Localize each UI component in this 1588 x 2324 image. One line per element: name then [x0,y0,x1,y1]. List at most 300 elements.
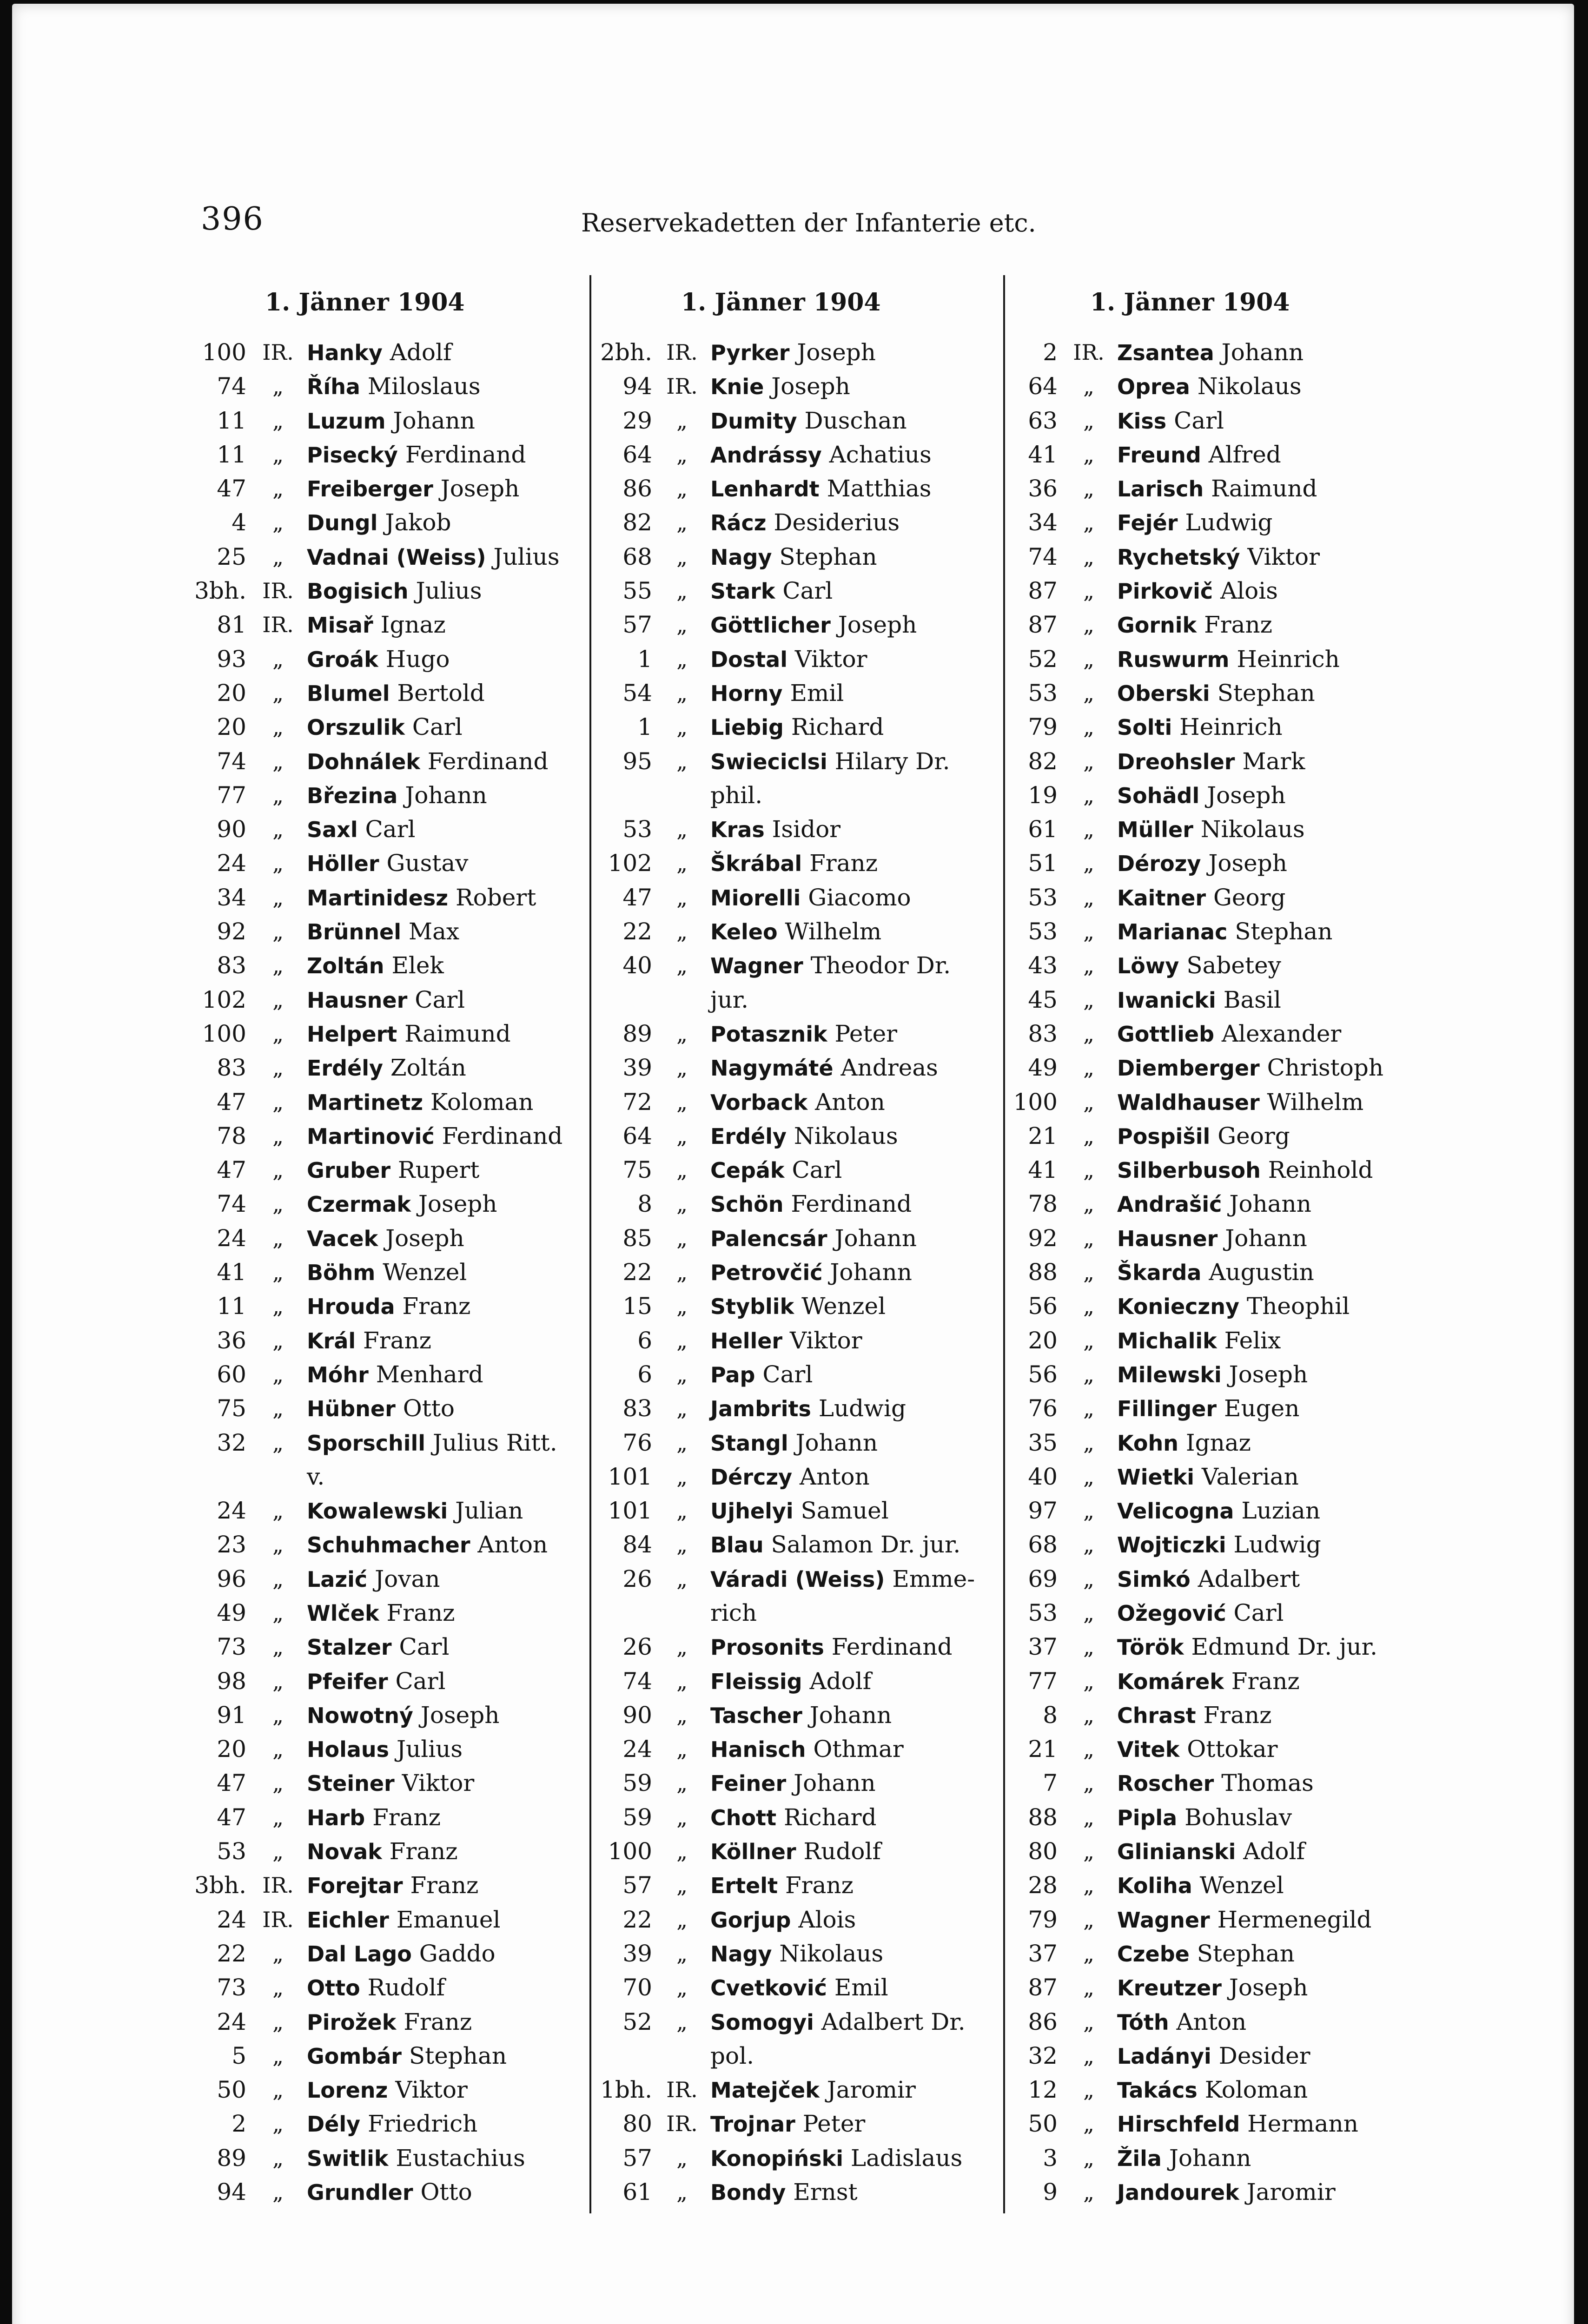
surname: Říha [307,374,360,400]
roster-entry [1011,1392,1429,1426]
roster-entry [597,540,997,574]
given-name: Adolf [809,1667,872,1695]
cadet-name [1117,2107,1358,2141]
given-name: Raimund [404,1020,511,1047]
entry-list [195,336,581,2209]
regiment-number: 87 [1028,611,1058,639]
roster-entry [195,1732,581,1766]
given-name: Gustav [386,850,469,877]
regiment-number: 22 [622,1906,652,1933]
surname: Martinetz [307,1089,423,1115]
given-name: jur. [710,986,749,1013]
surname: Matejček [710,2078,820,2103]
regiment-number: 3 [1043,2144,1058,2172]
unit-abbreviation: „ [272,1941,284,1966]
surname: Nagy [710,1941,772,1967]
cadet-name [307,779,487,813]
regiment-number: 22 [217,1940,246,1967]
given-name: Carl [1233,1599,1284,1626]
given-name: Luzian [1241,1497,1321,1525]
unit-abbreviation: „ [1083,1498,1094,1524]
cadet-name [307,540,560,574]
roster-entry [1011,983,1429,1017]
roster-entry [1011,676,1429,710]
unit-abbreviation: „ [676,1532,688,1558]
cadet-name [307,472,519,506]
regiment-number: 40 [622,952,652,979]
roster-entry [597,1153,997,1187]
cadet-name [1117,1971,1308,2005]
given-name: Viktor [794,645,867,673]
surname: Eichler [307,1907,389,1933]
regiment-number: 86 [1028,2008,1058,2035]
surname: Kohn [1117,1430,1178,1456]
cadet-name [1117,1017,1341,1051]
regiment-number: 77 [217,781,246,809]
unit-abbreviation: „ [1083,1668,1094,1694]
roster-entry [597,710,997,744]
regiment-number: 86 [622,475,652,502]
surname: Škarda [1117,1260,1202,1286]
surname: Kiss [1117,408,1167,434]
given-name: v. [307,1463,325,1490]
given-name: Otto [420,2179,472,2206]
cadet-name [307,949,444,983]
unit-abbreviation: „ [1083,544,1094,569]
given-name: Carl [1174,407,1224,434]
roster-entry [1011,1289,1429,1323]
surname: Solti [1117,715,1172,740]
regiment-number: 9 [1043,2179,1058,2206]
roster-entry [195,1664,581,1698]
unit-abbreviation: „ [676,1225,688,1251]
surname: Konopiński [710,2146,843,2171]
surname: Göttlicher [710,613,831,638]
roster-entry [597,1903,997,1937]
roster-entry [1011,1732,1429,1766]
regiment-number: 76 [1028,1395,1058,1422]
unit-abbreviation: „ [1083,953,1094,978]
regiment-number: 52 [1028,645,1058,673]
unit-abbreviation: „ [1083,1907,1094,1932]
given-name: Joseph [797,339,876,366]
cadet-name [307,1835,458,1869]
unit-abbreviation: IR. [262,340,294,365]
regiment-number: 43 [1028,952,1058,979]
unit-abbreviation: „ [1083,1600,1094,1625]
given-name: Nikolaus [1200,816,1305,843]
given-name: Jaromir [827,2076,916,2104]
cadet-name [307,2073,468,2107]
cadet-name [307,574,482,608]
given-name: Gaddo [419,1940,496,1967]
roster-entry [1011,642,1429,676]
unit-abbreviation: „ [1083,1941,1094,1966]
unit-abbreviation: „ [1083,1055,1094,1081]
roster-entry [597,1562,997,1596]
regiment-number: 79 [1028,1906,1058,1933]
surname: Ladányi [1117,2043,1211,2069]
unit-abbreviation: „ [272,1839,284,1864]
cadet-name [1117,1630,1377,1664]
roster-entry [1011,1868,1429,1902]
given-name: Hermann [1247,2110,1358,2138]
given-name: Salamon Dr. jur. [771,1531,961,1558]
given-name: Ludwig [1233,1531,1321,1558]
cadet-name [710,1494,889,1528]
cadet-name [710,745,950,779]
regiment-number: 101 [608,1463,652,1490]
roster-entry [597,1664,997,1698]
cadet-name [1117,540,1320,574]
regiment-number: 83 [1028,1020,1058,1047]
surname: Koliha [1117,1873,1192,1899]
roster-entry [1011,2039,1429,2073]
cadet-name [710,1971,888,2005]
given-name: Joseph [838,611,917,639]
roster-entry [195,642,581,676]
surname: Vadnai (Weiss) [307,544,486,570]
regiment-number: 1 [637,713,652,741]
given-name: Hermenegild [1217,1906,1372,1933]
regiment-number: 26 [622,1633,652,1661]
roster-entry [1011,608,1429,642]
roster-entry [1011,2107,1429,2141]
unit-abbreviation: „ [1083,1770,1094,1796]
regiment-number: 64 [622,441,652,468]
regiment-number: 4 [232,509,246,536]
given-name: Wilhelm [785,918,882,945]
surname: Vitek [1117,1737,1180,1763]
given-name: Nikolaus [1197,373,1302,400]
cadet-name [307,1085,534,1120]
given-name: Joseph [440,475,520,502]
surname: Michalik [1117,1328,1217,1353]
given-name: Carl [415,986,465,1013]
surname: Gottlieb [1117,1021,1214,1047]
cadet-name [710,438,932,472]
regiment-number: 20 [217,1736,246,1763]
regiment-number: 34 [217,884,246,911]
cadet-name [710,1289,886,1324]
given-name: Wenzel [1199,1872,1284,1899]
surname: Hanky [307,340,383,365]
cadet-name [710,846,878,881]
given-name: Giacomo [808,884,911,911]
regiment-number: 95 [622,747,652,775]
regiment-number: 74 [1028,543,1058,570]
unit-abbreviation: „ [272,748,284,774]
surname: Silberbusoh [1117,1158,1261,1183]
unit-abbreviation: „ [272,1294,284,1319]
given-name: Rudolf [803,1838,881,1865]
given-name: Eustachius [396,2144,525,2172]
regiment-number: 53 [1028,884,1058,911]
given-name: Franz [809,850,878,877]
cadet-name [307,1358,483,1392]
surname: Liebig [710,715,784,740]
given-name: Joseph [1229,1974,1308,2001]
regiment-number: 32 [217,1429,246,1456]
given-name: Ottokar [1187,1736,1278,1763]
given-name: Adolf [390,339,452,366]
regiment-number: 61 [622,2179,652,2206]
unit-abbreviation: „ [676,1907,688,1932]
given-name: Franz [372,1803,441,1831]
unit-abbreviation: „ [272,817,284,842]
regiment-number: 93 [217,645,246,673]
roster-entry [597,676,997,710]
roster-entry [195,1221,581,1255]
unit-abbreviation: IR. [262,1873,294,1898]
surname: Vacek [307,1226,378,1251]
cadet-name [710,1630,952,1664]
surname: Dungl [307,510,378,536]
cadet-name [1117,1255,1314,1290]
surname: Komárek [1117,1669,1224,1694]
unit-abbreviation: „ [1083,510,1094,535]
surname: Vorback [710,1089,808,1115]
unit-abbreviation: „ [272,851,284,876]
unit-abbreviation: „ [272,1975,284,2000]
roster-entry [1011,1937,1429,1971]
surname: Blumel [307,680,390,706]
given-name: Heinrich [1179,713,1283,741]
cadet-name [1117,574,1278,608]
given-name: Johann [1229,1190,1311,1218]
unit-abbreviation: „ [1083,2179,1094,2205]
cadet-name [1117,983,1281,1017]
surname: Móhr [307,1362,369,1387]
given-name: Ignaz [1185,1429,1251,1456]
surname: Kaitner [1117,885,1206,911]
cadet-name [1117,1801,1292,1835]
regiment-number: 68 [1028,1531,1058,1558]
unit-abbreviation: „ [272,2179,284,2205]
cadet-name [710,2005,966,2040]
given-name: Othmar [813,1736,904,1763]
surname: Wietki [1117,1464,1195,1490]
cadet-name [710,1766,876,1801]
cadet-name [710,1732,904,1767]
column-heading: 1. Jänner 1904 [681,288,881,317]
surname: Dreohsler [1117,749,1235,774]
roster-entry [1011,2005,1429,2039]
surname: Oprea [1117,374,1190,400]
roster-entry [597,1051,997,1085]
cadet-name [710,1153,842,1188]
unit-abbreviation: „ [676,612,688,638]
given-name: Julius [416,577,482,605]
unit-abbreviation: „ [676,1975,688,2000]
cadet-name [1117,2175,1336,2210]
given-name: pol. [710,2042,754,2069]
regiment-number: 45 [1028,986,1058,1013]
cadet-name [307,404,475,438]
regiment-number: 96 [217,1565,246,1592]
surname: Potasznik [710,1021,827,1047]
cadet-name [710,1221,917,1256]
surname: Pap [710,1362,755,1387]
regiment-number: 20 [1028,1327,1058,1354]
given-name: Johann [830,1259,912,1286]
roster-entry [1011,1698,1429,1732]
surname: Cepák [710,1158,785,1183]
unit-abbreviation: „ [272,544,284,569]
surname: Forejtar [307,1873,403,1899]
regiment-number: 79 [1028,713,1058,741]
roster-entry [195,745,581,779]
unit-abbreviation: „ [1083,1839,1094,1864]
unit-abbreviation: „ [1083,1225,1094,1251]
unit-abbreviation: „ [1083,1702,1094,1728]
cadet-name [307,438,526,472]
roster-entry [195,1119,581,1153]
cadet-name [710,1255,912,1290]
unit-abbreviation: „ [676,1157,688,1183]
given-name: Johann [834,1224,917,1252]
given-name: Bertold [397,679,485,706]
roster-entry [1011,2073,1429,2107]
regiment-number: 75 [217,1395,246,1422]
unit-abbreviation: „ [272,782,284,808]
given-name: Isidor [772,816,841,843]
given-name: Joseph [418,1190,497,1218]
surname: Škrábal [710,851,802,877]
unit-abbreviation: „ [272,1770,284,1796]
cadet-name [307,1630,449,1664]
surname: Hausner [1117,1226,1218,1251]
surname: Glinianski [1117,1839,1236,1865]
unit-abbreviation: „ [1083,1191,1094,1217]
unit-abbreviation: „ [1083,714,1094,740]
given-name: Theodor Dr. [810,952,951,979]
roster-entry [1011,574,1429,608]
roster-entry [195,608,581,642]
given-name: Stephan [409,2042,507,2069]
cadet-name [1117,2039,1310,2073]
unit-abbreviation: „ [676,476,688,502]
unit-abbreviation: „ [272,476,284,502]
cadet-name [1117,1324,1281,1358]
unit-abbreviation: „ [676,1770,688,1796]
regiment-number: 2bh. [600,339,652,366]
cadet-name [710,1528,960,1562]
cadet-name [710,983,748,1017]
cadet-name [307,846,468,881]
given-name: Heinrich [1237,645,1340,673]
cadet-name [710,1324,862,1358]
unit-abbreviation: „ [1083,1634,1094,1660]
surname: Stangl [710,1430,788,1456]
surname: Waldhauser [1117,1089,1260,1115]
given-name: Julius [396,1736,463,1763]
regiment-number: 82 [1028,747,1058,775]
roster-entry [195,676,581,710]
given-name: Mark [1242,747,1305,775]
regiment-number: 102 [202,986,246,1013]
given-name: Desiderius [774,509,900,536]
given-name: Emanuel [396,1906,501,1933]
column-divider [1003,275,1005,2213]
given-name: Stephan [1197,1940,1295,1967]
unit-abbreviation: „ [676,1498,688,1524]
regiment-number: 28 [1028,1872,1058,1899]
cadet-name [710,574,833,608]
unit-abbreviation: „ [272,1260,284,1285]
roster-entry [1011,370,1429,403]
unit-abbreviation: „ [1083,2145,1094,2171]
roster-entry [1011,1153,1429,1187]
roster-entry [1011,812,1429,846]
given-name: Adolf [1243,1838,1305,1865]
regiment-number: 24 [217,1497,246,1525]
unit-abbreviation: „ [1083,680,1094,706]
cadet-name [307,336,452,370]
regiment-number: 102 [608,850,652,877]
regiment-number: 81 [217,611,246,639]
regiment-number: 11 [217,441,246,468]
given-name: Jakob [385,509,451,536]
cadet-name [710,2073,916,2107]
roster-entry [597,1187,997,1221]
regiment-number: 97 [1028,1497,1058,1525]
roster-entry [1011,881,1429,915]
unit-abbreviation: „ [272,1157,284,1183]
given-name: Franz [1203,1701,1272,1729]
cadet-name [710,472,931,506]
cadet-name [710,1017,897,1051]
regiment-number: 24 [217,1906,246,1933]
unit-abbreviation: „ [272,442,284,467]
unit-abbreviation: „ [272,1634,284,1660]
given-name: Ignaz [380,611,446,639]
given-name: Adalbert Dr. [821,2008,966,2035]
given-name: Theophil [1246,1293,1350,1320]
given-name: Johann [393,407,475,434]
roster-entry [195,2107,581,2141]
surname: Somogyi [710,2009,814,2035]
surname: Pyrker [710,340,790,365]
roster-entry [1011,1255,1429,1289]
surname: Gornik [1117,613,1197,638]
given-name: Ferdinand [427,747,549,775]
roster-entry [1011,404,1429,438]
roster-entry [195,1051,581,1085]
regiment-number: 78 [1028,1190,1058,1218]
given-name: Franz [785,1872,854,1899]
cadet-name [1117,1766,1314,1801]
given-name: Christoph [1267,1054,1384,1082]
regiment-number: 36 [1028,475,1058,502]
unit-abbreviation: „ [272,714,284,740]
given-name: Viktor [395,2076,468,2104]
given-name: Carl [395,1667,446,1695]
given-name: Achatius [829,441,932,468]
given-name: Stephan [1235,918,1333,945]
given-name: Adalbert [1198,1565,1300,1592]
regiment-number: 80 [622,2110,652,2138]
unit-abbreviation: „ [1083,1566,1094,1591]
unit-abbreviation: „ [272,2077,284,2103]
unit-abbreviation: IR. [666,2077,698,2103]
given-name: Max [408,918,460,945]
regiment-number: 92 [1028,1224,1058,1252]
given-name: Rupert [397,1156,480,1184]
given-name: Zoltán [390,1054,466,1082]
given-name: Anton [477,1531,548,1558]
regiment-number: 100 [202,1020,246,1047]
